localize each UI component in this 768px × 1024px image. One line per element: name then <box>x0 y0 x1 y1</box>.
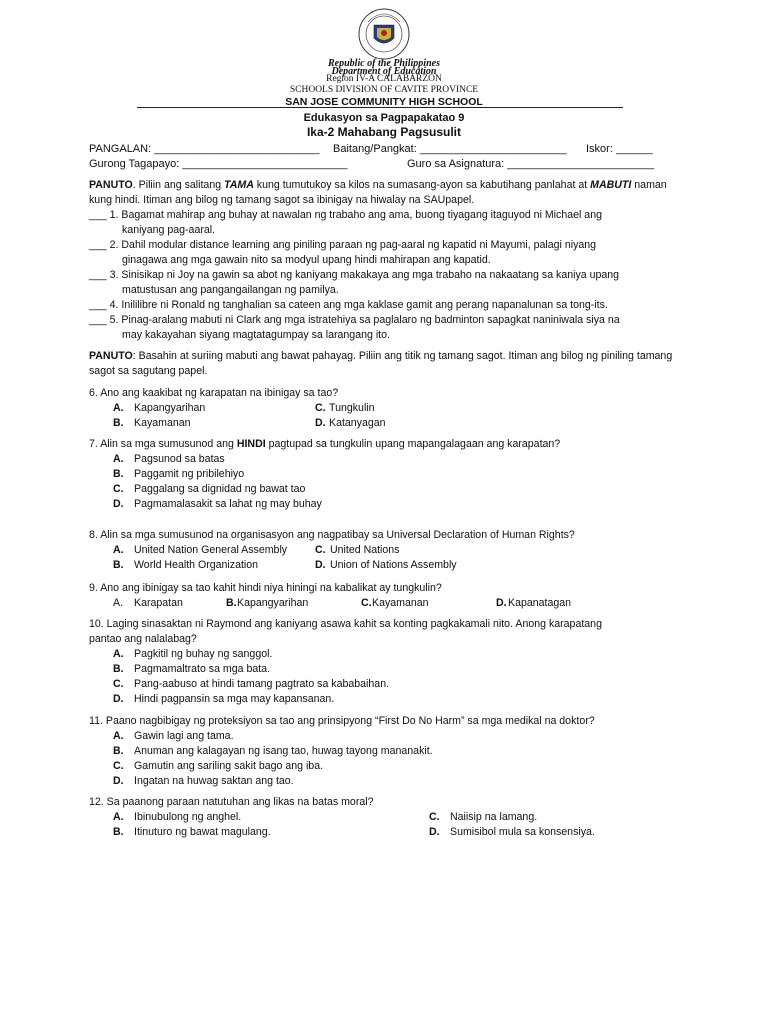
q10-option-d[interactable]: D. Hindi pagpansin sa mga may kapansanan. <box>113 693 335 705</box>
q11-option-c[interactable]: C. Gamutin ang sariling sakit bago ang iba. <box>113 760 324 772</box>
deped-seal-logo <box>358 8 410 60</box>
field-guro-asignatura[interactable]: Guro sa Asignatura: ________________________ <box>407 158 655 170</box>
q6-option-d[interactable]: D. Katanyagan <box>315 417 386 429</box>
q6-option-b[interactable]: B. Kayamanan <box>113 417 191 429</box>
q11-option-b[interactable]: B. Anuman ang kalagayan ng isang tao, huwag tayong mananakit. <box>113 745 433 757</box>
q8-option-b[interactable]: B. World Health Organization <box>113 559 259 571</box>
q7-option-a[interactable]: A. Pagsunod sa batas <box>113 453 225 465</box>
q12-option-d[interactable]: D. Sumisibol mula sa konsensiya. <box>429 826 595 838</box>
q7-option-c[interactable]: C. Paggalang sa dignidad ng bawat tao <box>113 483 306 495</box>
field-gurong-tagapayo[interactable]: Gurong Tagapayo: ___________________________ <box>89 158 348 170</box>
keyword-hindi: HINDI <box>236 438 266 450</box>
question-7: 7. Alin sa mga sumusunod ang HINDI pagtupad sa tungkulin upang mapangalagaan ang karapatan? <box>89 438 561 450</box>
header-school: SAN JOSE COMMUNITY HIGH SCHOOL <box>285 96 483 108</box>
item-5-cont: may kakayahan siyang magtatagumpay sa larangang ito. <box>122 329 390 341</box>
item-3-cont: matustusan ang pangangailangan ng pamilya. <box>122 284 339 296</box>
q12-option-b[interactable]: B. Itinuturo ng bawat magulang. <box>113 826 271 838</box>
q11-option-d[interactable]: D. Ingatan na huwag saktan ang tao. <box>113 775 294 787</box>
exam-title: Ika-2 Mahabang Pagsusulit <box>306 125 462 139</box>
question-6: 6. Ano ang kaakibat ng karapatan na ibinigay sa tao? <box>89 387 339 399</box>
q6-option-a[interactable]: A. Kapangyarihan <box>113 402 206 414</box>
q9-option-d[interactable]: D.Kapanatagan <box>496 597 572 609</box>
question-9: 9. Ano ang ibinigay sa tao kahit hindi niya hiningi na kabalikat ay tungkulin? <box>89 582 442 594</box>
question-10-cont: pantao ang nalalabag? <box>89 633 197 645</box>
item-3: ___ 3. Sinisikap ni Joy na gawin sa abot ng kaniyang makakaya ang mga trabaho na nakaatang sa kaniya upang <box>89 269 620 281</box>
q9-option-c[interactable]: C.Kayamanan <box>361 597 429 609</box>
q6-option-c[interactable]: C. Tungkulin <box>315 402 375 414</box>
item-1-cont: kaniyang pag-aaral. <box>122 224 216 236</box>
q11-option-a[interactable]: A. Gawin lagi ang tama. <box>113 730 234 742</box>
header-republic: Republic of the Philippines <box>328 58 440 69</box>
item-4: ___ 4. Inililibre ni Ronald ng tanghalian sa cateen ang mga kaklase gamit ang perang napanalunan sa tong-its. <box>89 299 608 311</box>
keyword-mabuti: MABUTI <box>590 179 632 191</box>
question-11: 11. Paano nagbibigay ng proteksiyon sa tao ang prinsipyong “First Do No Harm” sa mga medikal na doktor? <box>89 715 595 727</box>
q9-option-b[interactable]: B.Kapangyarihan <box>226 597 309 609</box>
panuto-label: PANUTO <box>89 179 133 191</box>
q8-option-a[interactable]: A. United Nation General Assembly <box>113 544 288 556</box>
panuto-label-2: PANUTO <box>89 350 133 362</box>
q7-option-b[interactable]: B. Paggamit ng pribilehiyo <box>113 468 245 480</box>
instructions-part-1: PANUTO. Piliin ang salitang TAMA kung tumutukoy sa kilos na sumasang-ayon sa kabutihang panlahat at MABUTI naman kung hindi. Itiman ang bilog ng tamang sagot sa ibinigay na hiwalay na SAUpapel. <box>89 179 667 206</box>
question-12: 12. Sa paanong paraan natutuhan ang likas na batas moral? <box>89 796 374 808</box>
header-region: Region IV-A CALABARZON <box>326 74 442 84</box>
item-1: ___ 1. Bagamat mahirap ang buhay at nawalan ng trabaho ang ama, buong tiyagang itaguyod ni Michael ang <box>89 209 602 221</box>
q12-option-a[interactable]: A. Ibinubulong ng anghel. <box>113 811 242 823</box>
keyword-tama: TAMA <box>224 179 254 191</box>
q8-option-c[interactable]: C. United Nations <box>315 544 400 556</box>
header-division: SCHOOLS DIVISION OF CAVITE PROVINCE <box>289 85 479 95</box>
question-8: 8. Alin sa mga sumusunod na organisasyon ang nagpatibay sa Universal Declaration of Human Rights? <box>89 529 575 541</box>
subject-title: Edukasyon sa Pagpapakatao 9 <box>303 112 465 124</box>
q10-option-a[interactable]: A. Pagkitil ng buhay ng sanggol. <box>113 648 273 660</box>
question-10: 10. Laging sinasaktan ni Raymond ang kaniyang asawa kahit sa konting pagkakamali nito. Anong karapatang <box>89 618 602 630</box>
q8-option-d[interactable]: D. Union of Nations Assembly <box>315 559 457 571</box>
field-baitang-pangkat[interactable]: Baitang/Pangkat: ________________________ <box>333 143 567 155</box>
field-pangalan[interactable]: PANGALAN: ___________________________ <box>89 143 320 155</box>
q12-option-c[interactable]: C. Naiisip na lamang. <box>429 811 538 823</box>
instructions-part-2: PANUTO: Basahin at suriing mabuti ang bawat pahayag. Piliin ang titik ng tamang sagot. Itiman ang bilog ng piniling tamang sagot sa sagutang papel. <box>89 350 673 377</box>
header-divider <box>137 107 623 108</box>
item-5: ___ 5. Pinag-aralang mabuti ni Clark ang mga istratehiya sa paglalaro ng badminton sapagkat naniniwala siya na <box>89 314 620 326</box>
item-2: ___ 2. Dahil modular distance learning ang piniling paraan ng pag-aaral ng kapatid ni Mayumi, palagi niyang <box>89 239 597 251</box>
field-iskor[interactable]: Iskor: ______ <box>586 143 653 155</box>
q10-option-c[interactable]: C. Pang-aabuso at hindi tamang pagtrato sa kababaihan. <box>113 678 390 690</box>
q10-option-b[interactable]: B. Pagmamaltrato sa mga bata. <box>113 663 271 675</box>
q7-option-d[interactable]: D. Pagmamalasakit sa lahat ng may buhay <box>113 498 322 510</box>
item-2-cont: ginagawa ang mga gawain nito sa modyul upang hindi mahirapan ang kapatid. <box>122 254 491 266</box>
header-department: Department of Education <box>331 66 437 77</box>
q9-option-a[interactable]: A. Karapatan <box>113 597 183 609</box>
